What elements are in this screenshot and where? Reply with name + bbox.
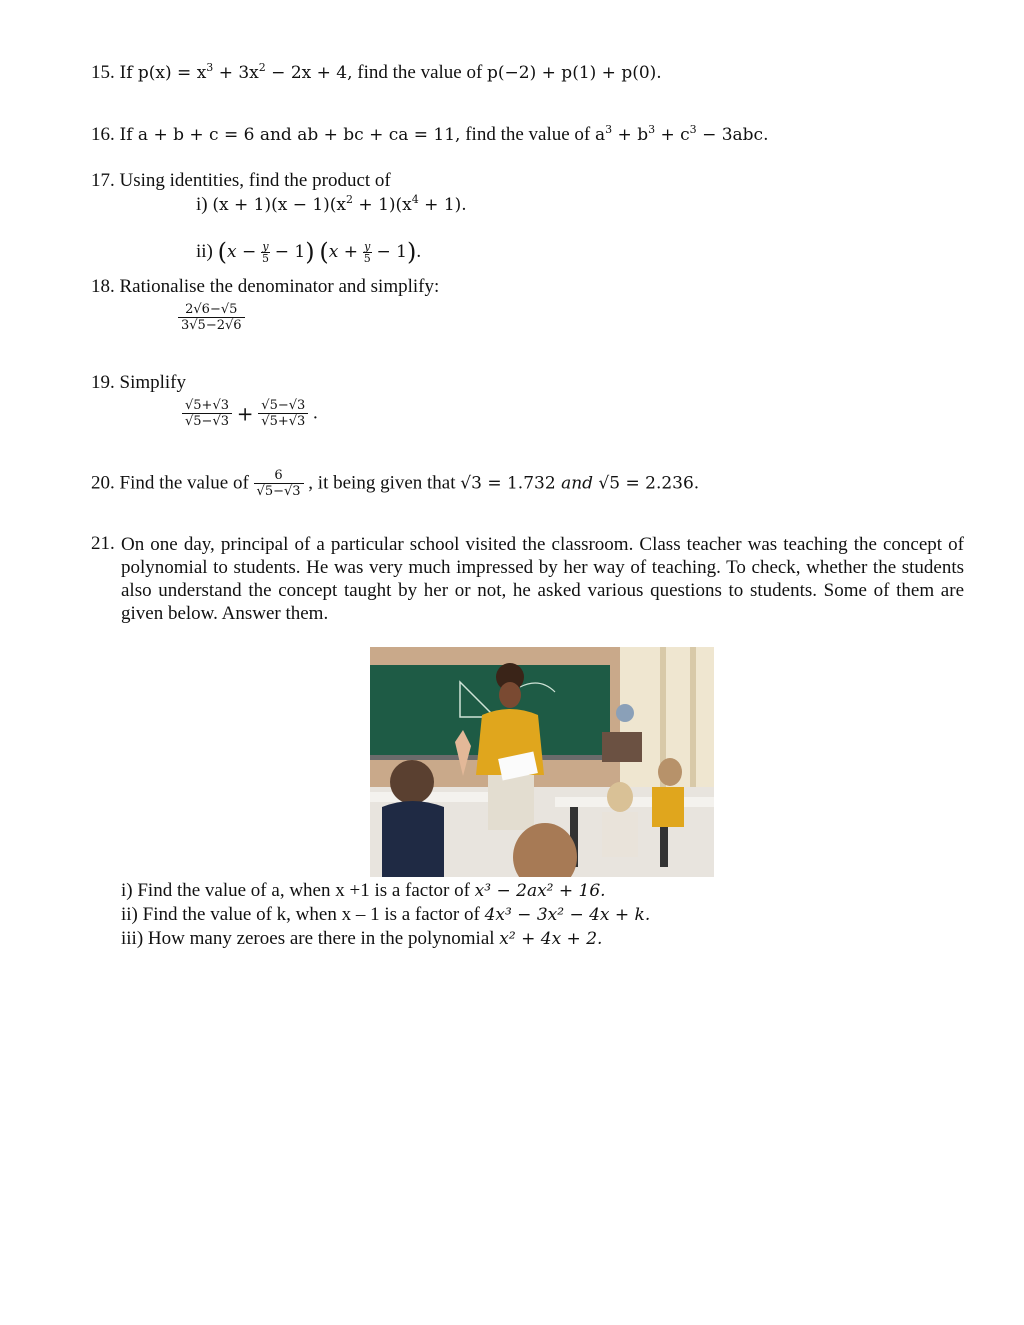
q16-given: If a + b + c = 6 and ab + bc + ca = 11, <box>119 125 461 145</box>
q19-expression: $\frac{√5+√3}{√5-√3}$ + $\frac{√5-√3}{√5+√3}$ . <box>182 398 318 429</box>
q17-part-i: i) $(x + 1)(x - 1)(x^2 + 1)(x^4 + 1)$. <box>196 193 467 215</box>
q15-expr: p(−2) + p(1) + p(0). <box>487 63 662 83</box>
q20-number: 20. <box>91 472 115 494</box>
q21-number: 21. <box>91 533 115 554</box>
question-16 <box>91 124 768 146</box>
q19-text: Simplify <box>119 372 187 393</box>
q15-text: find the value of <box>352 62 488 83</box>
question-20: 20. Find the value of $\frac{6}{√5-√3}$ , it being given that √3 = 1.732 and √5 = 2.236. <box>91 468 700 499</box>
q18-text: Rationalise the denominator and simplify: <box>119 276 440 297</box>
q15-number: 15. <box>91 62 115 83</box>
q21-subquestion-iii: iii) How many zeroes are there in the polynomial x² + 4x + 2. <box>121 928 603 949</box>
question-17 <box>91 170 391 192</box>
q17-part-ii: ii) (x − $\frac{y}{5}$ − 1) (x + $\frac{y}{5}$ − 1). <box>196 238 422 266</box>
q21-paragraph: On one day, principal of a particular school visited the classroom. Class teacher was teaching the concept of polynomial to students. He was very much impressed by her way of teaching. To check, whether the students also understand the concept taught by her or not, he asked various questions to students. Some of them are given below. Answer them. <box>121 534 964 624</box>
q18-number: 18. <box>91 276 115 297</box>
q16-text: find the value of <box>460 124 596 145</box>
q17-number: 17. <box>91 170 115 191</box>
q18-fraction: $\frac{2√6-√5}{3√5-2√6}$ <box>178 302 245 333</box>
question-18 <box>91 276 439 298</box>
q17-text: Using identities, find the product of <box>119 170 391 191</box>
classroom-photo <box>370 647 714 877</box>
q19-number: 19. <box>91 372 115 393</box>
question-19 <box>91 372 186 394</box>
question-15 <box>91 62 662 84</box>
q16-number: 16. <box>91 124 115 145</box>
q16-expr: $a^3 + b^3 + c^3 - 3abc$. <box>595 123 769 145</box>
q15-def: If $p(x) = x^3 + 3x^2 - 2x + 4$, <box>119 61 353 83</box>
q21-subquestion-i: i) Find the value of a, when x +1 is a factor of x³ − 2ax² + 16. <box>121 880 606 901</box>
q21-subquestion-ii: ii) Find the value of k, when x – 1 is a factor of 4x³ − 3x² − 4x + k. <box>121 904 651 925</box>
